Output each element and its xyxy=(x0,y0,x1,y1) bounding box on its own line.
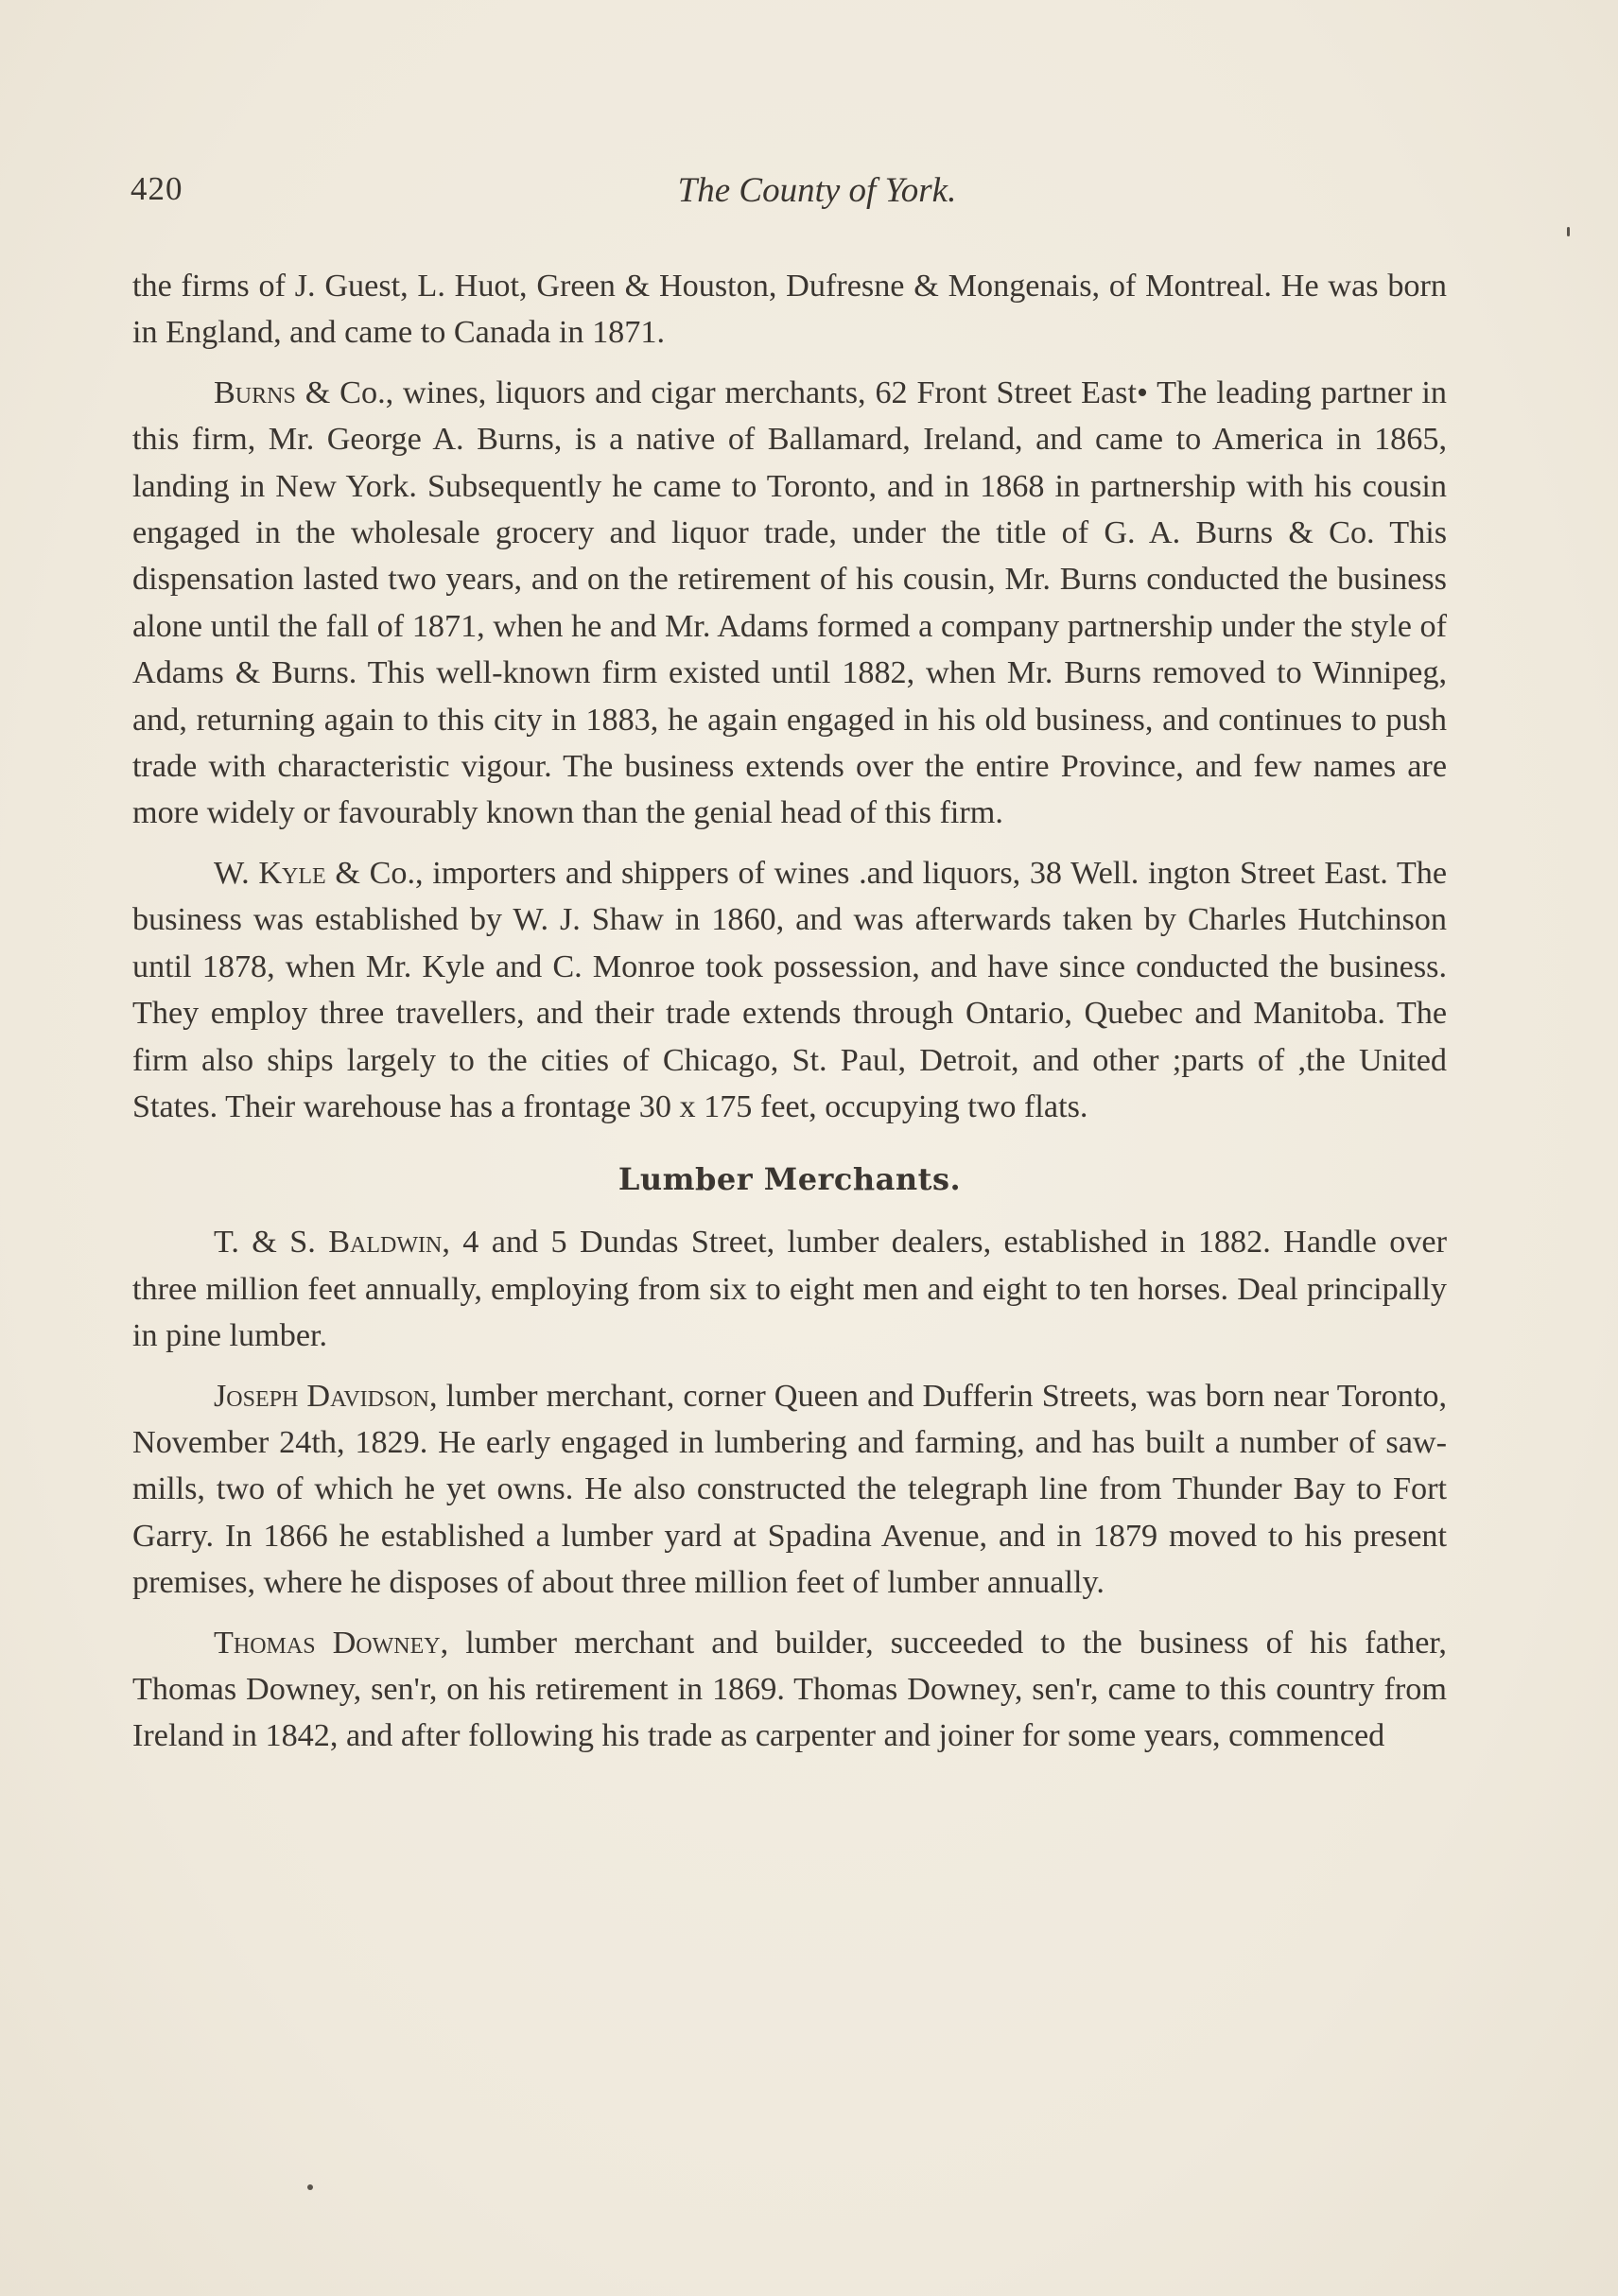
entry-text: 4 and 5 Dundas Street, lumber dealers, established in 1882. Handle over three million feet annually, employing from six to eight men and eight to ten horses. Deal principally in pine lumber. xyxy=(132,1225,1447,1354)
continued-paragraph: the firms of J. Guest, L. Huot, Green & Houston, Dufresne & Mongenais, of Montreal. He was born in England, and came to Canada in 1871. xyxy=(132,269,1447,351)
entry-name: W. Kyle xyxy=(214,855,326,891)
page-number: 420 xyxy=(130,170,183,207)
entry-kyle xyxy=(132,850,1447,1130)
entry-name: T. & S. Baldwin, xyxy=(214,1225,450,1261)
entry-name: Burns xyxy=(214,374,296,410)
ink-speck xyxy=(307,2184,313,2190)
entry-text: lumber merchant, corner Queen and Dufferin Streets, was born near Toronto, November 24th, 1829. He early engaged in lumbering and farming, and has built a number of saw-mills, two of which he yet owns. He also constructed the telegraph line from Thunder Bay to Fort Garry. In 1866 he established a lumber yard at Spadina Avenue, and in 1879 moved to his present premises, where he disposes of about three million feet of lumber annually. xyxy=(132,1378,1448,1601)
body-text xyxy=(132,263,1447,1773)
entry-text: & Co., importers and shippers of wines .and liquors, 38 Well. ington Street East. The business was established by W. J. Shaw in 1860, and was afterwards taken by Charles Hutchinson until 1878, when Mr. Kyle and C. Monroe took possession, and have since conducted the business. They employ three travellers, and their trade extends through Ontario, Quebec and Manitoba. The firm also ships largely to the cities of Chicago, St. Paul, Detroit, and other ;parts of ,the United States. Their warehouse has a frontage 30 x 175 feet, occupying two flats. xyxy=(132,855,1447,1124)
entry-name: Thomas Downey, xyxy=(214,1625,449,1661)
entry-downey xyxy=(132,1620,1447,1760)
entry-burns xyxy=(132,370,1447,837)
ink-speck xyxy=(1567,227,1570,236)
running-title: The County of York. xyxy=(677,171,957,210)
running-head xyxy=(130,170,1447,227)
entry-davidson xyxy=(132,1373,1447,1607)
entry-name: Joseph Davidson, xyxy=(214,1378,438,1414)
section-heading: Lumber Merchants. xyxy=(618,1161,962,1198)
entry-text: lumber merchant and builder, succeeded to the business of his father, Thomas Downey, sen'r, on his retirement in 1869. Thomas Downey, sen'r, came to this country from Ireland in 1842, and after following his trade as carpenter and joiner for some years, commenced xyxy=(132,1625,1447,1754)
entry-text: & Co., wines, liquors and cigar merchants, 62 Front Street East• The leading partner in this firm, Mr. George A. Burns, is a native of Ballamard, Ireland, and came to America in 1865, landing in New York. Subsequently he came to Toronto, and in 1868 in partnership with his cousin engaged in the wholesale grocery and liquor trade, under the title of G. A. Burns & Co. This dispensation lasted two years, and on the retirement of his cousin, Mr. Burns conducted the business alone until the fall of 1871, when he and Mr. Adams formed a company partnership under the style of Adams & Burns. This well-known firm existed until 1882, when Mr. Burns removed to Winnipeg, and, returning again to this city in 1883, he again engaged in his old business, and continues to push trade with characteristic vigour. The business extends over the entire Province, and few names are more widely or favourably known than the genial head of this firm. xyxy=(132,374,1447,831)
entry-baldwin xyxy=(132,1219,1447,1359)
